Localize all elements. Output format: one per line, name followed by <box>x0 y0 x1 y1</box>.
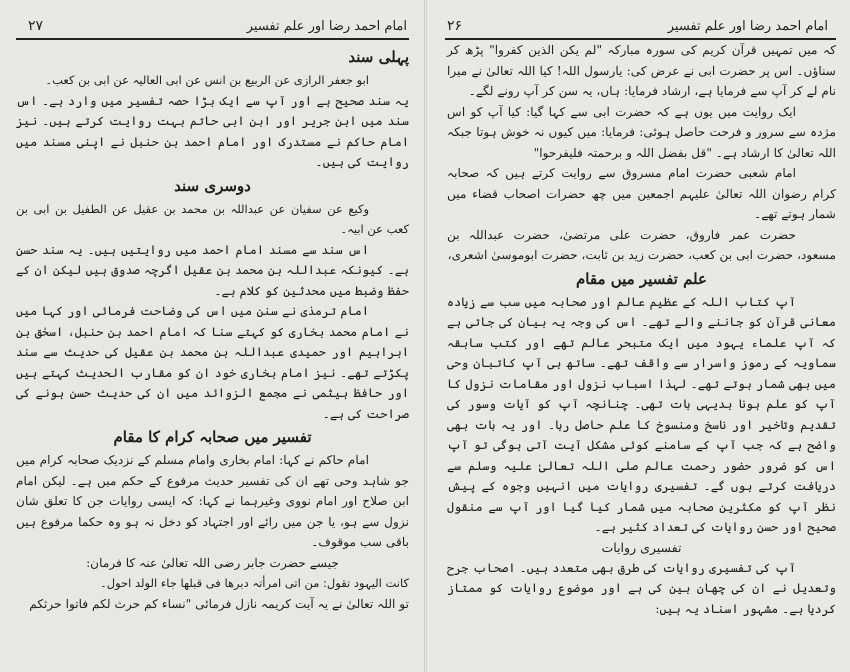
paragraph: کہ میں تمہیں قرآن کریم کی سورہ مبارکہ "لم یکن الذین کفروا" پڑھ کر سناؤں۔ اس پر حضرت ابی نے عرض کی: یارسول اللہ! کیا اللہ تعالیٰ نے میرا نام لے کر آپ سے فرمایا ہے، ارشاد فرمایا: ہاں، یہ سن کر آپ رونے لگے۔ <box>447 43 836 98</box>
paragraph: آپ کتاب اللہ کے عظیم عالم اور صحابہ میں سب سے زیادہ معانی قرآن کو جاننے والے تھے۔ اس کی وجہ یہ بیان کی جاتی ہے کہ آپ علماء یہود میں ایک متبحر عالم تھے اور کتب سابقہ سماویہ کے رموز واسرار سے واقف تھے۔ ساتھ ہی آپ کاتبان وحی میں بھی شمار ہوتے تھے۔ لہذا اسباب نزول اور مقامات نزول کا آپ کو علم ہونا بدیہی بات تھی۔ چنانچہ آپ کو آیات وسور کی تقدیم وتاخیر اور ناسخ ومنسوخ کا علم حاصل رہا۔ اور یہ بات بھی واضح ہے کہ جب آپ کے سامنے کوئی مشکل آیت آتی ہوگی تو آپ اس کو ضرور حضور رحمت عالم صلی اللہ تعالیٰ علیہ وسلم سے دریافت کرتے ہوں گے۔ تفسیری روایات میں انہیں وجوہ کے پیش نظر آپ کو مکثرین صحابہ میں شمار کیا گیا اور آپ سے منقول صحیح اور حسن روایات کی تعداد کثیر ہے۔ <box>447 294 836 534</box>
paragraph: اس سند سے مسند امام احمد میں روایتیں ہیں۔ یہ سند حسن ہے۔ کیونکہ عبداللہ بن محمد بن عقیل اگرچہ صدوق ہیں لیکن ان کے حفظ وضبط میں محدثین کو کلام ہے۔ <box>16 242 409 298</box>
left-page-body <box>16 44 409 672</box>
left-running-head <box>0 8 425 34</box>
paragraph: ایک روایت میں یوں ہے کہ حضرت ابی سے کہا گیا: کیا آپ کو اس مژدہ سے سرور و فرحت حاصل ہوئی: فرمایا: میں کیوں نہ خوش ہوتا جبکہ اللہ تعالیٰ کا ارشاد ہے۔ "قل بفضل اللہ و برحمتہ فلیفرحوا" <box>447 104 836 160</box>
paragraph: امام حاکم نے کہا: امام بخاری وامام مسلم کے نزدیک صحابہ کرام میں جو شاہد وحی تھے ان کی تفسیر حدیث مرفوع کے حکم میں ہے۔ لیکن امام ابن صلاح اور امام نووی وغیرہما نے کہا: کہ ایسی روایات جن کا تعلق شان نزول سے ہو، یا جن میں رائے اور اجتہاد کو دخل نہ ہو وہ حکما مرفوع ہیں باقی سب موقوف۔ <box>16 453 409 549</box>
paragraph: تو اللہ تعالیٰ نے یہ آیت کریمہ نازل فرمائی "نساء کم حرث لکم فاتوا حرثکم <box>29 596 409 611</box>
right-page-number: ۲۶ <box>447 18 463 34</box>
arabic-chain-text: وکیع عن سفیان عن عبداللہ بن محمد بن عقیل عن الطفیل بن ابی بن کعب عن ابیہ۔ <box>16 201 409 236</box>
book-gutter <box>424 0 427 672</box>
right-page <box>425 0 850 672</box>
paragraph: آپ کی تفسیری روایات کی طرق بھی متعدد ہیں۔ اصحاب جرح وتعدیل نے ان کی چھان بین کی ہے اور موضوع روایات کو ممتاز کردیا ہے۔ مشہور اسناد یہ ہیں: <box>447 560 836 616</box>
left-page-number: ۲۷ <box>28 18 44 34</box>
arabic-quote: کانت الیہود تقول: من اتی امرأتہ دبرھا فی قبلھا جاء الولد احول۔ <box>99 576 409 590</box>
left-running-title: امام احمد رضا اور علم تفسیر <box>246 19 407 34</box>
subheading-tafsir-narrations: تفسیری روایات <box>601 539 682 555</box>
paragraph: یہ سند صحیح ہے اور آپ سے ایک بڑا حصہ تفسیر میں وارد ہے۔ اس سند میں ابن جریر اور ابن ابی حاتم بہت روایت کرتے ہیں۔ نیز امام حاکم نے مستدرک اور امام احمد بن حنبل نے اپنی مسند میں روایت کی ہیں۔ <box>16 93 409 169</box>
paragraph: حضرت عمر فاروق، حضرت علی مرتضیٰ، حضرت عبداللہ بن مسعود، حضرت ابی بن کعب، حضرت زید بن ثابت، حضرت ابوموسیٰ اشعری، <box>447 227 836 262</box>
arabic-chain-text: ابو جعفر الرازی عن الربیع بن انس عن ابی العالیہ عن ابی بن کعب۔ <box>45 73 369 87</box>
right-page-body <box>447 40 836 672</box>
heading-companions-status: تفسیر میں صحابہ کرام کا مقام <box>113 428 312 446</box>
heading-second-chain: دوسری سند <box>174 176 251 195</box>
quote-intro: جیسے حضرت جابر رضی اللہ تعالیٰ عنہ کا فرمان: <box>86 555 339 570</box>
right-running-head <box>425 8 850 34</box>
heading-tafsir-status: علم تفسیر میں مقام <box>576 269 707 288</box>
paragraph: امام ترمذی نے سنن میں اس کی وضاحت فرمائی اور کہا میں نے امام محمد بخاری کو کہتے سنا کہ امام احمد بن حنبل، اسحٰق بن ابراہیم اور حمیدی عبداللہ بن محمد بن عقیل کی حدیث سے سند پکڑتے تھے۔ نیز امام بخاری خود ان کو مقارب الحدیث کہتے ہیں اور حافظ ہیثمی نے مجمع الزوائد میں ان کی حدیث حسن ہونے کی صراحت کی ہے۔ <box>16 304 409 421</box>
heading-first-chain: پہلی سند <box>348 48 409 66</box>
paragraph: امام شعبی حضرت امام مسروق سے روایت کرتے ہیں کہ صحابہ کرام رضوان اللہ تعالیٰ علیہم اجمعین میں چھ حضرات اصحاب قضاء میں شمار ہوتے تھے۔ <box>447 166 836 221</box>
left-header-rule <box>16 38 409 40</box>
right-running-title: امام احمد رضا اور علم تفسیر <box>667 19 828 34</box>
